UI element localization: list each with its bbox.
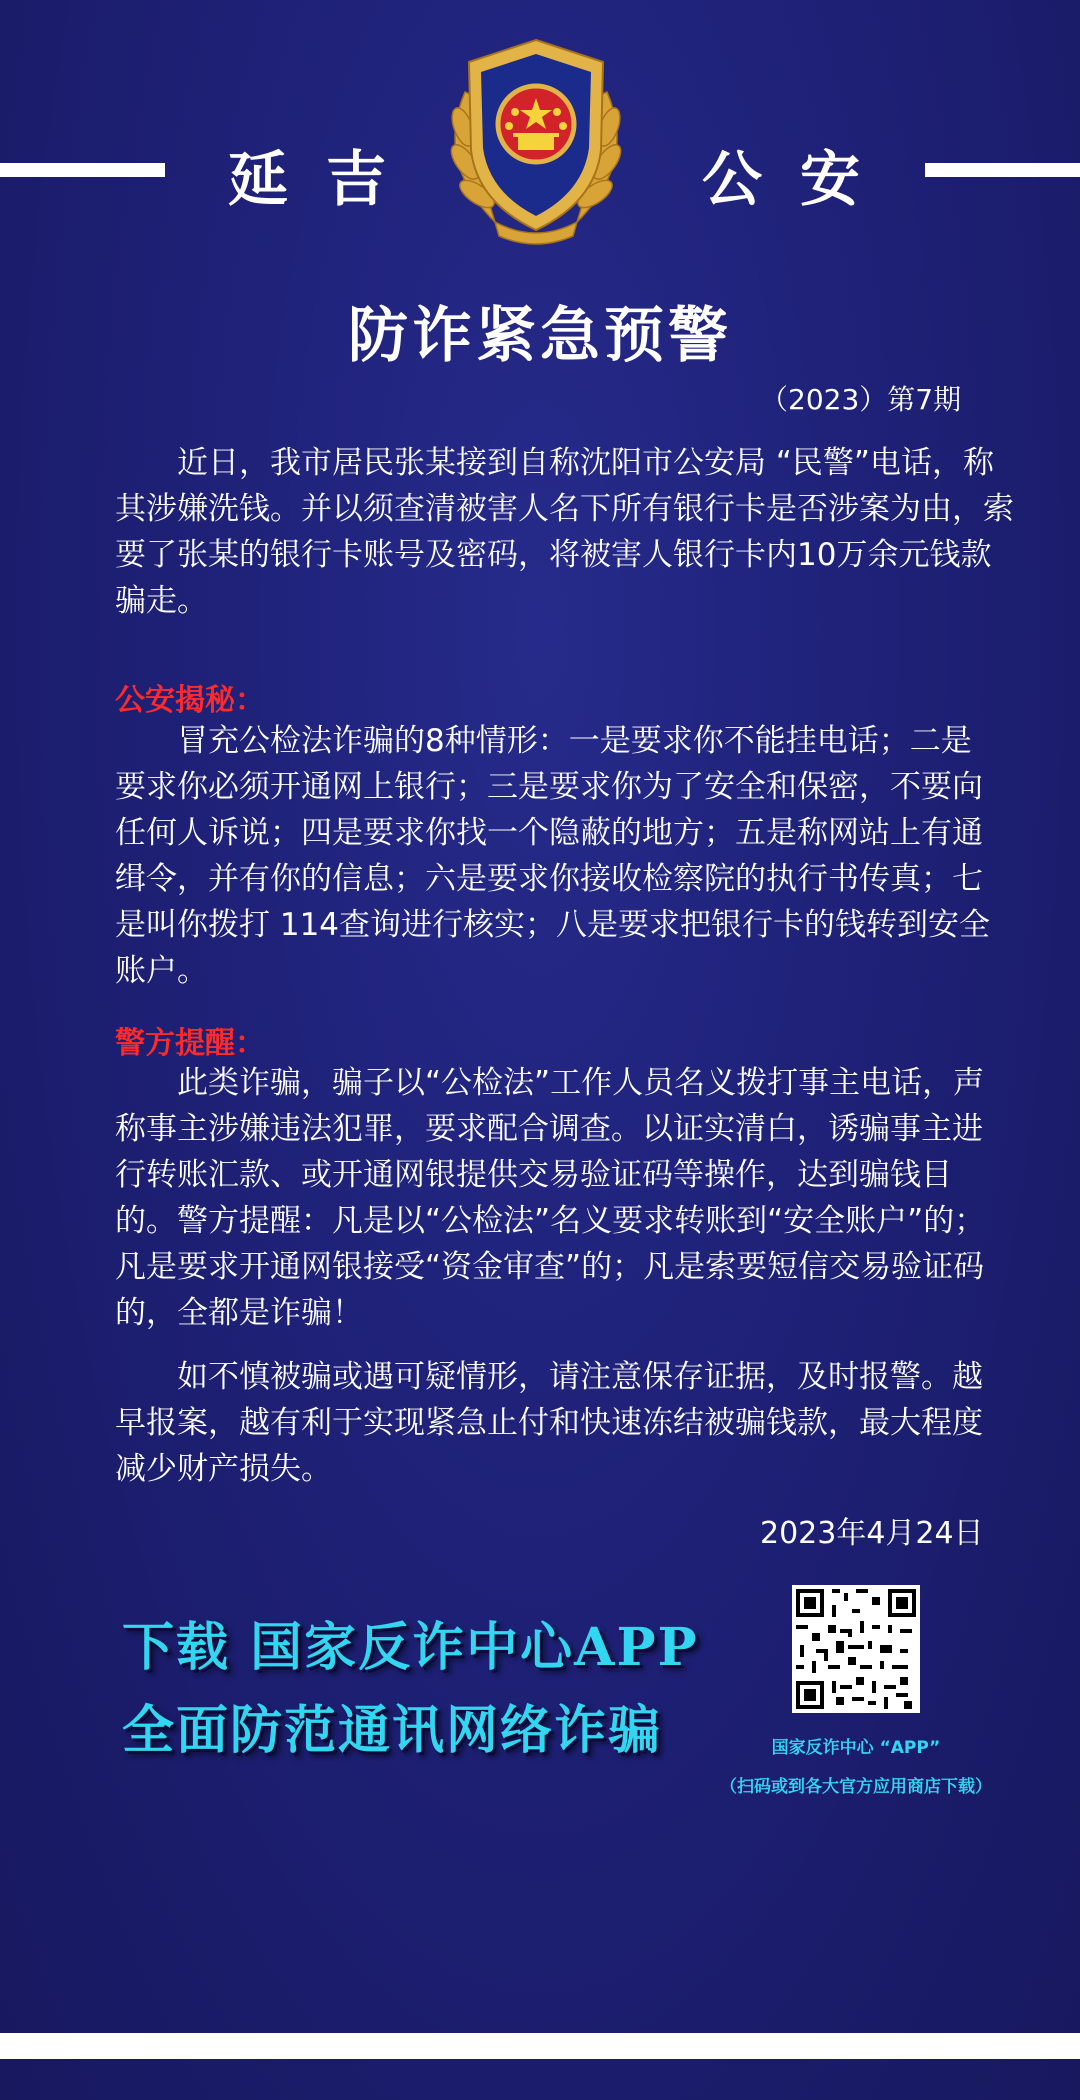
publish-date: 2023年4月24日 bbox=[760, 1516, 984, 1551]
reminder-heading: 警方提醒： bbox=[115, 1026, 265, 1061]
header-line-right bbox=[925, 163, 1080, 177]
case-paragraph: 近日，我市居民张某接到自称沈阳市公安局 “民警”电话，称其涉嫌洗钱。并以须查清被害人名下所有银行卡是否涉案为由，索要了张某的银行卡账号及密码，将被害人银行卡内10万余元钱款骗走。 bbox=[115, 445, 1014, 619]
brand-left-text: 延吉 bbox=[228, 145, 424, 215]
footer-line bbox=[0, 2033, 1080, 2059]
reveal-paragraph: 冒充公检法诈骗的8种情形：一是要求你不能挂电话；二是要求你必须开通网上银行；三是要求你为了安全和保密，不要向任何人诉说；四是要求你找一个隐蔽的地方；五是称网站上有通缉令，并有你的信息；六是要求你接收检察院的执行书传真；七是叫你拨打 114查询进行核实；八是要求把银行卡的钱转到安全账户。 bbox=[115, 723, 991, 989]
qr-caption-title: 国家反诈中心 “APP” bbox=[771, 1738, 941, 1758]
reminder-paragraph: 此类诈骗，骗子以“公检法”工作人员名义拨打事主电话，声称事主涉嫌违法犯罪，要求配合调查。以证实清白，诱骗事主进行转账汇款、或开通网银提供交易验证码等操作，达到骗钱目的。警方提醒：凡是以“公检法”名义要求转账到“安全账户”的；凡是要求开通网银接受“资金审查”的；凡是索要短信交易验证码的，全都是诈骗！ bbox=[115, 1065, 986, 1331]
police-emblem-icon bbox=[425, 32, 647, 252]
qr-code-icon[interactable] bbox=[792, 1585, 920, 1713]
page-title: 防诈紧急预警 bbox=[348, 301, 732, 371]
reveal-heading: 公安揭秘： bbox=[115, 683, 265, 718]
qr-caption-hint: （扫码或到各大官方应用商店下载） bbox=[720, 1777, 992, 1797]
promo-line-1: 下载 国家反诈中心APP bbox=[122, 1617, 699, 1678]
header-line-left bbox=[0, 163, 165, 177]
closing-paragraph: 如不慎被骗或遇可疑情形，请注意保存证据，及时报警。越早报案，越有利于实现紧急止付和快速冻结被骗钱款，最大程度减少财产损失。 bbox=[115, 1359, 983, 1487]
promo-line-2: 全面防范通讯网络诈骗 bbox=[122, 1700, 663, 1761]
issue-number: （2023）第7期 bbox=[760, 383, 962, 416]
brand-right-text: 公安 bbox=[702, 145, 898, 215]
